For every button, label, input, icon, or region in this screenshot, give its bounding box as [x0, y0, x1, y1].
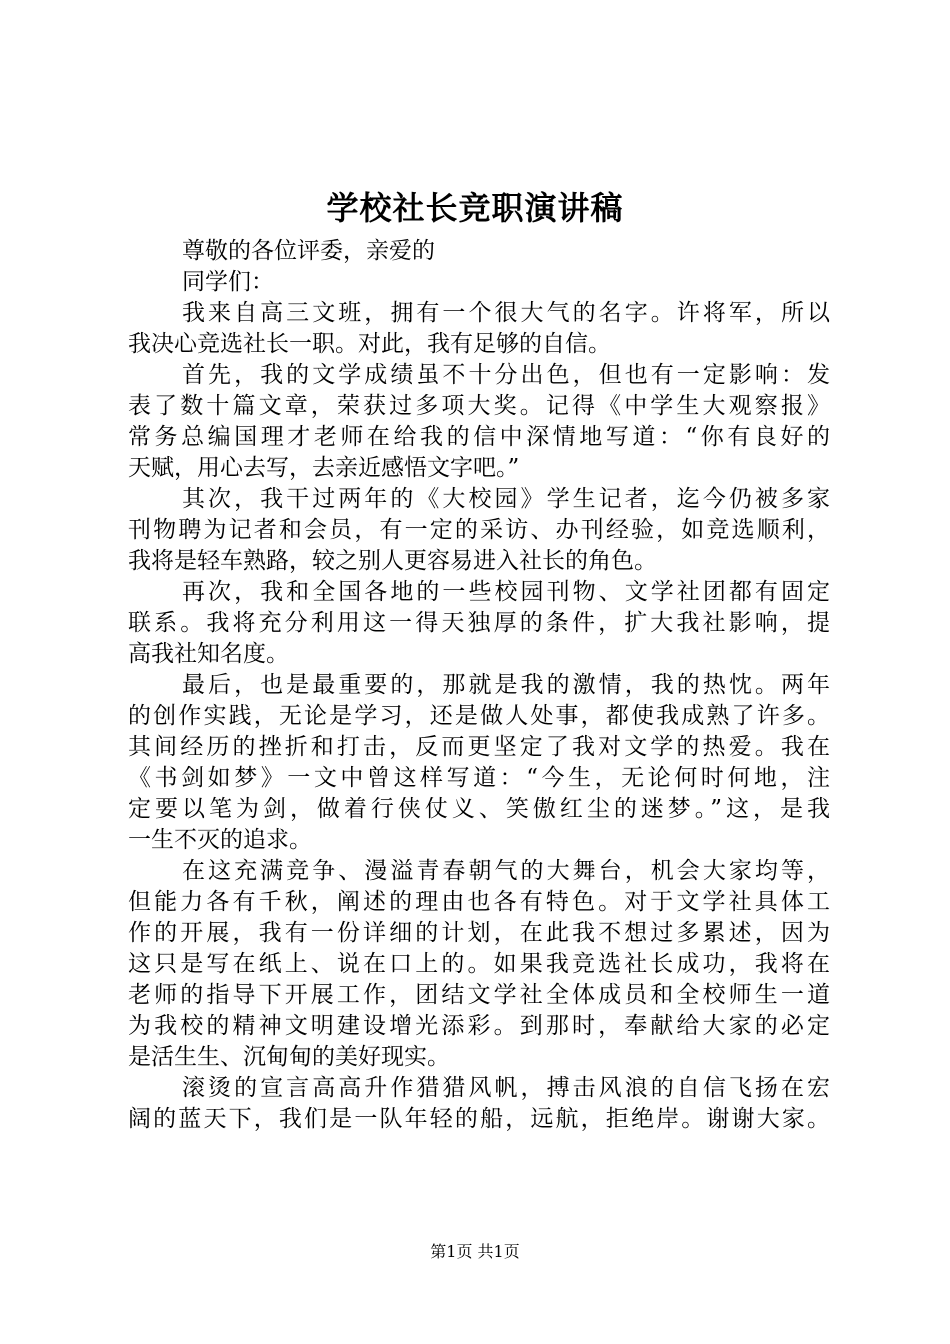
body-line: 作的开展，我有一份详细的计划，在此我不想过多累述，因为	[128, 920, 830, 946]
body-line: 我来自高三文班，拥有一个很大气的名字。许将军，所以	[182, 300, 830, 326]
body-line: 滚烫的宣言高高升作猎猎风帆，搏击风浪的自信飞扬在宏	[182, 1075, 830, 1101]
body-line: 天赋，用心去写，去亲近感悟文字吧。”	[128, 455, 520, 481]
body-line: 常务总编国理才老师在给我的信中深情地写道：“你有良好的	[128, 424, 830, 450]
body-line: 为我校的精神文明建设增光添彩。到那时，奉献给大家的必定	[128, 1013, 830, 1039]
body-line: 的创作实践，无论是学习，还是做人处事，都使我成熟了许多。	[128, 703, 830, 729]
body-line: 首先，我的文学成绩虽不十分出色，但也有一定影响：发	[182, 362, 830, 388]
body-line: 我决心竞选社长一职。对此，我有足够的自信。	[128, 331, 611, 357]
body-line: 再次，我和全国各地的一些校园刊物、文学社团都有固定	[182, 579, 830, 605]
body-line: 定要以笔为剑，做着行侠仗义、笑傲红尘的迷梦。”这，是我	[128, 796, 830, 822]
body-line: 其间经历的挫折和打击，反而更坚定了我对文学的热爱。我在	[128, 734, 830, 760]
body-line: 表了数十篇文章，荣获过多项大奖。记得《中学生大观察报》	[128, 393, 830, 419]
body-line: 最后，也是最重要的，那就是我的激情，我的热忱。两年	[182, 672, 830, 698]
body-line: 是活生生、沉甸甸的美好现实。	[128, 1044, 450, 1070]
body-line: 在这充满竞争、漫溢青春朝气的大舞台，机会大家均等，	[182, 858, 830, 884]
body-line: 其次，我干过两年的《大校园》学生记者，迄今仍被多家	[182, 486, 830, 512]
body-line: 一生不灭的追求。	[128, 827, 312, 853]
body-line: 《书剑如梦》一文中曾这样写道：“今生，无论何时何地，注	[128, 765, 830, 791]
body-line: 老师的指导下开展工作，团结文学社全体成员和全校师生一道	[128, 982, 830, 1008]
document-title: 学校社长竞职演讲稿	[326, 189, 624, 227]
body-line: 尊敬的各位评委，亲爱的	[182, 238, 435, 264]
body-line: 联系。我将充分利用这一得天独厚的条件，扩大我社影响，提	[128, 610, 830, 636]
body-line: 高我社知名度。	[128, 641, 289, 667]
document-body	[128, 236, 830, 1135]
body-line: 阔的蓝天下，我们是一队年轻的船，远航，拒绝岸。谢谢大家。	[128, 1106, 830, 1132]
page-number-footer: 第1页 共1页	[430, 1242, 520, 1261]
body-line: 我将是轻车熟路，较之别人更容易进入社长的角色。	[128, 548, 657, 574]
body-line: 这只是写在纸上、说在口上的。如果我竞选社长成功，我将在	[128, 951, 830, 977]
body-line: 同学们：	[182, 269, 274, 295]
body-line: 但能力各有千秋，阐述的理由也各有特色。对于文学社具体工	[128, 889, 830, 915]
body-line: 刊物聘为记者和会员，有一定的采访、办刊经验，如竞选顺利，	[128, 517, 830, 543]
